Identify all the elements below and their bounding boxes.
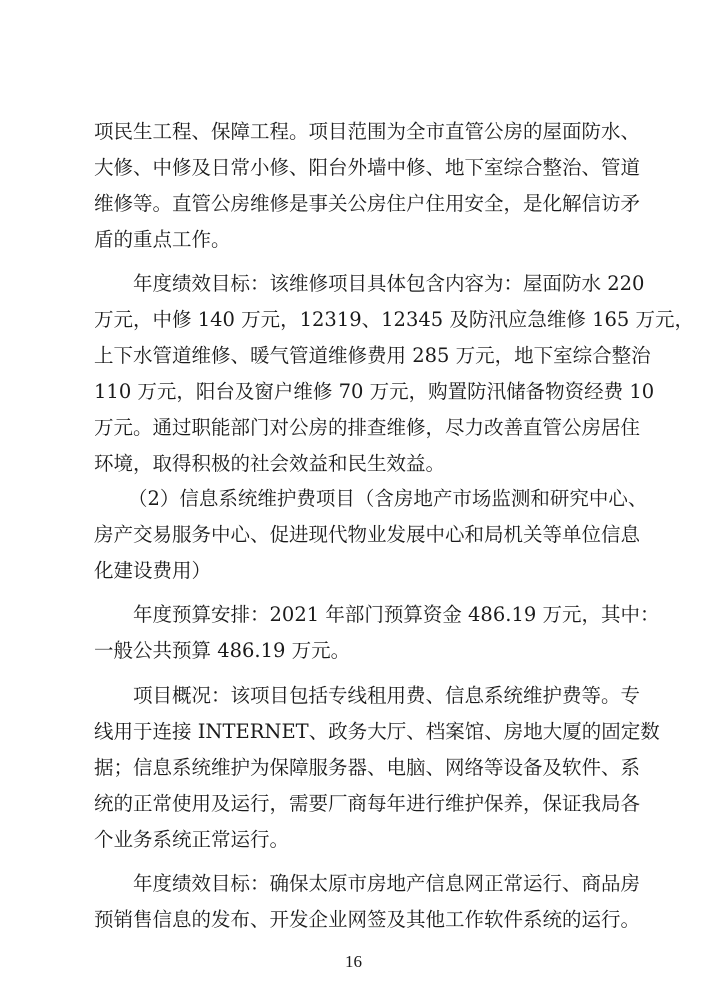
text-line: 房产交易服务中心、促进现代物业发展中心和局机关等单位信息: [94, 523, 641, 546]
text-line: 项目概况：该项目包括专线租用费、信息系统维护费等。专: [133, 684, 641, 707]
text-line: 万元。通过职能部门对公房的排查维修，尽力改善直管公房居住: [94, 416, 641, 439]
text-line: 上下水管道维修、暖气管道维修费用 285 万元，地下室综合整治: [94, 344, 651, 367]
text-line: 年度绩效目标：确保太原市房地产信息网正常运行、商品房: [133, 872, 641, 895]
text-line: 项民生工程、保障工程。项目范围为全市直管公房的屋面防水、: [94, 120, 641, 143]
text-line: 化建设费用）: [94, 559, 212, 582]
text-line: 预销售信息的发布、开发企业网签及其他工作软件系统的运行。: [94, 908, 641, 931]
text-line: 大修、中修及日常小修、阳台外墙中修、地下室综合整治、管道: [94, 156, 641, 179]
text-line: 据；信息系统维护为保障服务器、电脑、网络等设备及软件、系: [94, 756, 641, 779]
page-number: 16: [345, 952, 362, 971]
text-line: 线用于连接 INTERNET、政务大厅、档案馆、房地大厦的固定数: [94, 720, 660, 743]
text-line: 环境，取得积极的社会效益和民生效益。: [94, 452, 446, 475]
text-line: 110 万元，阳台及窗户维修 70 万元，购置防汛储备物资经费 10: [94, 380, 655, 403]
text-line: 一般公共预算 486.19 万元。: [94, 639, 351, 662]
text-line: 万元，中修 140 万元，12319、12345 及防汛应急维修 165 万元，: [94, 308, 694, 331]
text-line: 年度绩效目标：该维修项目具体包含内容为：屋面防水 220: [133, 272, 645, 295]
text-line: 个业务系统正常运行。: [94, 828, 290, 851]
text-line: 盾的重点工作。: [94, 228, 231, 251]
text-line: 维修等。直管公房维修是事关公房住户住用安全，是化解信访矛: [94, 192, 641, 215]
text-line: （2）信息系统维护费项目（含房地产市场监测和研究中心、: [128, 487, 648, 510]
text-line: 统的正常使用及运行，需要厂商每年进行维护保养，保证我局各: [94, 792, 641, 815]
text-line: 年度预算安排：2021 年部门预算资金 486.19 万元，其中：: [133, 603, 660, 626]
